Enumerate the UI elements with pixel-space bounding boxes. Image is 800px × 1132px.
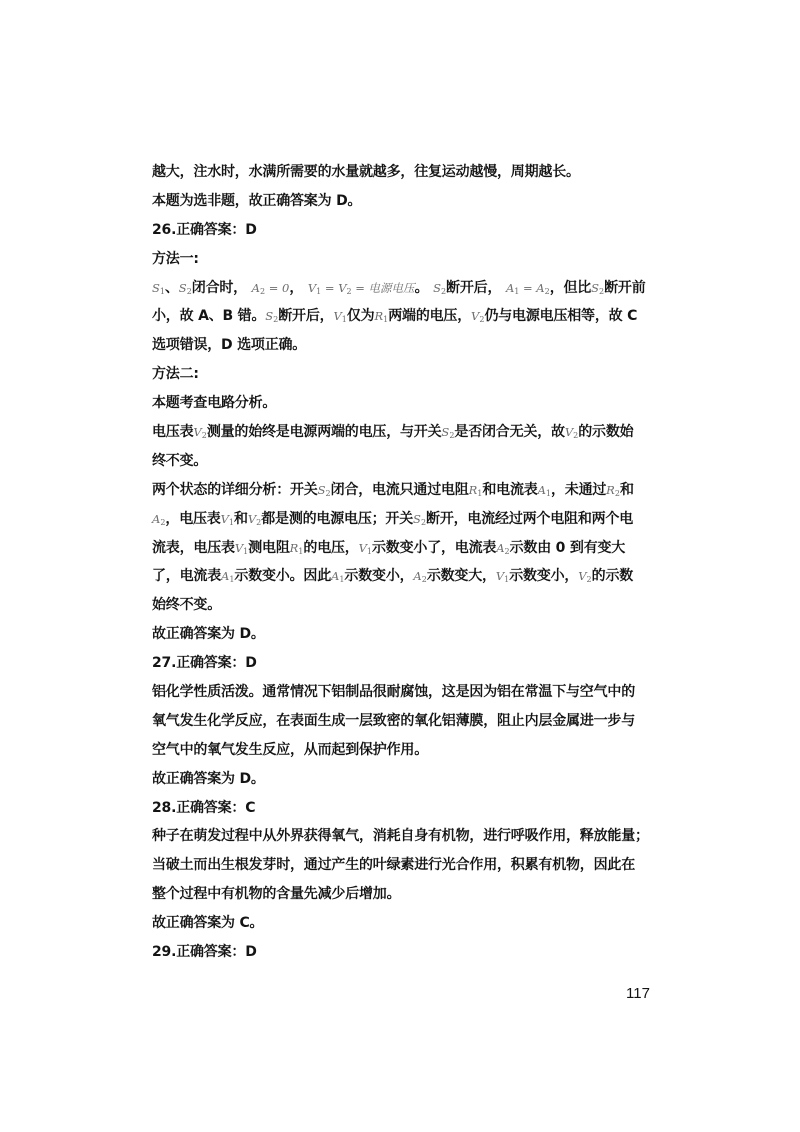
text-line: 本题为选非题，故正确答案为 D。 <box>152 192 362 209</box>
text-line: 氧气发生化学反应，在表面生成一层致密的氧化铝薄膜，阻止内层金属进一步与 <box>152 712 635 729</box>
formula-v1: $V_1$ <box>234 540 249 556</box>
text-line: 始终不变。 <box>152 597 221 614</box>
text-line: 选项错误，D 选项正确。 <box>152 337 307 354</box>
formula-r1: $R_1$ <box>468 482 483 498</box>
text-line: 本题考查电路分析。 <box>152 395 277 412</box>
formula-v1: $V_1$ <box>495 569 510 585</box>
answer-heading-27: 27.正确答案：D <box>152 655 257 672</box>
text-line: 终不变。 <box>152 452 208 469</box>
formula-r2: $R_2$ <box>606 482 620 498</box>
formula-v1-v2-source: $V_1 = V_2$ = 电源电压 <box>307 280 415 296</box>
formula-v1: $V_1$ <box>220 511 235 527</box>
formula-s2: $S_2$ <box>433 280 447 296</box>
formula-a2: $A_2$ <box>496 540 510 556</box>
method-one-label: 方法一: <box>152 250 199 267</box>
formula-v2: $V_2$ <box>578 569 592 585</box>
text-line: 故正确答案为 D。 <box>152 770 265 787</box>
formula-r1: $R_1$ <box>374 309 389 325</box>
formula-s2: $S_2$ <box>441 425 455 441</box>
text-line: 整个过程中有机物的含量先减少后增加。 <box>152 886 401 903</box>
formula-s1: $S_1$ <box>152 280 165 296</box>
formula-v1: $V_1$ <box>358 540 372 556</box>
answer-heading-29: 29.正确答案：D <box>152 944 257 961</box>
formula-s2: $S_2$ <box>591 280 605 296</box>
text-line: 电压表$V_2$测量的始终是电源两端的电压，与开关$S_2$是否闭合无关，故$V_2$的示数始 <box>152 424 634 441</box>
text-line: 种子在萌发过程中从外界获得氧气，消耗自身有机物，进行呼吸作用，释放能量； <box>152 828 649 845</box>
formula-s2: $S_2$ <box>413 511 427 527</box>
text-line: $S_1$、$S_2$闭合时， $A_2 = 0$， $V_1 = V_2$ = 电源电压。 $S_2$断开后， $A_1 = A_2$，但比$S_2$断开前 <box>152 279 646 296</box>
text-line: 当破土而出生根发芽时，通过产生的叶绿素进行光合作用，积累有机物，因此在 <box>152 857 635 874</box>
formula-a2-zero: $A_2 = 0$ <box>251 280 290 296</box>
answer-heading-28: 28.正确答案：C <box>152 799 256 816</box>
formula-s2: $S_2$ <box>317 482 331 498</box>
text-line: 铝化学性质活泼。通常情况下铝制品很耐腐蚀，这是因为铝在常温下与空气中的 <box>152 684 635 701</box>
page-content <box>152 158 652 967</box>
text-line: 流表，电压表$V_1$测电阻$R_1$的电压，$V_1$示数变小了，电流表$A_2$示数由 0 到有变大 <box>152 539 626 556</box>
formula-v2: $V_2$ <box>247 511 262 527</box>
formula-a1-eq-a2: $A_1 = A_2$ <box>505 280 550 296</box>
formula-s2: $S_2$ <box>178 280 192 296</box>
method-two-label: 方法二: <box>152 366 199 383</box>
formula-v2: $V_2$ <box>193 425 207 441</box>
formula-a2: $A_2$ <box>152 511 166 527</box>
text-line: 越大，注水时，水满所需要的水量就越多，往复运动越慢，周期越长。 <box>152 164 580 180</box>
formula-a2: $A_2$ <box>413 569 427 585</box>
formula-s2: $S_2$ <box>265 309 279 325</box>
formula-a1: $A_1$ <box>331 569 345 585</box>
formula-v2: $V_2$ <box>564 425 579 441</box>
text-line: 空气中的氧气发生反应，从而起到保护作用。 <box>152 741 428 758</box>
text-line: 小，故 A、B 错。$S_2$断开后，$V_1$仅为$R_1$两端的电压，$V_2$仍与电源电压相等，故 C <box>152 308 638 325</box>
formula-a1: $A_1$ <box>537 482 551 498</box>
text-line: 了，电流表$A_1$示数变小。因此$A_1$示数变小，$A_2$示数变大，$V_1$示数变小，$V_2$的示数 <box>152 568 634 585</box>
formula-r1: $R_1$ <box>289 540 304 556</box>
text-line: 故正确答案为 D。 <box>152 626 265 643</box>
formula-v1: $V_1$ <box>333 309 347 325</box>
page-number: 117 <box>626 985 650 1002</box>
answer-heading-26: 26.正确答案：D <box>152 221 257 238</box>
formula-a1: $A_1$ <box>221 569 235 585</box>
text-line: 两个状态的详细分析：开关$S_2$闭合，电流只通过电阻$R_1$和电流表$A_1$，未通过$R_2$和 <box>152 481 634 498</box>
formula-v2: $V_2$ <box>471 309 485 325</box>
text-line: 故正确答案为 C。 <box>152 915 264 932</box>
text-line: $A_2$，电压表$V_1$和$V_2$都是测的电源电压；开关$S_2$断开，电流经过两个电阻和两个电 <box>152 510 634 527</box>
